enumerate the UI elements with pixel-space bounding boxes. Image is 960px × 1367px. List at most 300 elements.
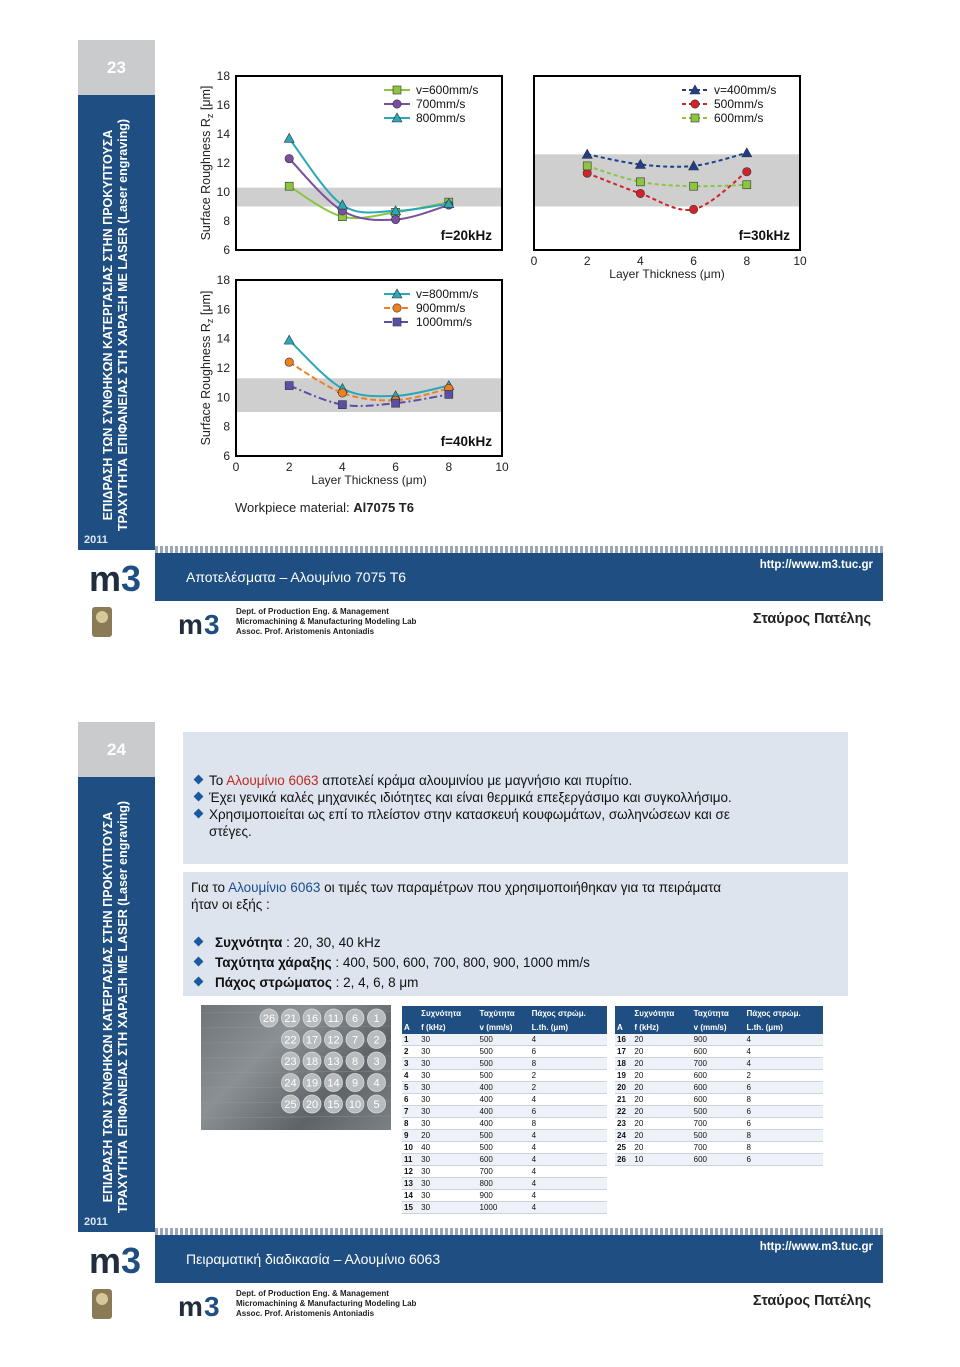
- table-cell: 30: [419, 1106, 477, 1118]
- table-cell: 6: [745, 1154, 823, 1166]
- footer-bar: [78, 553, 883, 601]
- data-point: [392, 399, 400, 407]
- svg-text:3: 3: [204, 609, 220, 637]
- data-point: [636, 178, 644, 186]
- table-cell: 500: [478, 1058, 530, 1070]
- table-cell: 26: [615, 1154, 632, 1166]
- chart-panel: [199, 69, 502, 257]
- roughness-band: [535, 154, 799, 206]
- table-cell: 20: [632, 1106, 691, 1118]
- y-tick-label: 10: [216, 185, 230, 199]
- table-cell: 12: [402, 1166, 419, 1178]
- table-row: [615, 1130, 823, 1142]
- bottom-bar: [78, 1283, 883, 1326]
- table-row: [615, 1070, 823, 1082]
- table-cell: 19: [615, 1070, 632, 1082]
- x-tick-label: 10: [793, 254, 807, 268]
- table-cell: 700: [692, 1142, 745, 1154]
- specimen-number: 19: [305, 1077, 319, 1090]
- table-header: f (kHz): [632, 1020, 691, 1034]
- footer-title: Πειραματική διαδικασία – Αλουμίνιο 6063: [186, 1251, 441, 1267]
- table-cell: 9: [402, 1130, 419, 1142]
- y-tick-label: 6: [223, 243, 230, 257]
- svg-text:m: m: [178, 1291, 203, 1319]
- specimen-number: 2: [373, 1034, 380, 1047]
- roughness-figure: [176, 60, 816, 500]
- chart-panel: [199, 273, 509, 487]
- lab-credit: m 3 Dept. of Production Eng. & Management Micromachining & Manufacturing Modeling Lab Assoc. Prof. Aristomenis Antoniadis: [178, 607, 416, 637]
- bullet-uses: Χρησιμοποιείται ως επί το πλείστον στην κατασκευή κουφωμάτων, σωληνώσεων και σε στέγες.: [209, 807, 730, 839]
- table-cell: 900: [478, 1190, 530, 1202]
- year-label: 2011: [84, 534, 108, 546]
- table-cell: 30: [419, 1094, 477, 1106]
- legend-label: 500mm/s: [714, 97, 764, 111]
- university-emblem-icon: [86, 603, 118, 641]
- table-cell: 2: [402, 1046, 419, 1058]
- legend-marker: [691, 100, 699, 108]
- table-cell: 5: [402, 1082, 419, 1094]
- x-tick-label: 0: [232, 460, 240, 474]
- legend-label: 1000mm/s: [416, 315, 473, 329]
- y-tick-label: 18: [216, 273, 230, 287]
- specimen-number: 23: [284, 1056, 297, 1068]
- table-cell: 24: [615, 1130, 632, 1142]
- table-row: [615, 1058, 823, 1070]
- specimen-number: 12: [327, 1034, 340, 1047]
- table-cell: 1: [402, 1034, 419, 1046]
- table-cell: 3: [402, 1058, 419, 1070]
- table-cell: 500: [478, 1034, 530, 1046]
- table-cell: 700: [692, 1058, 745, 1070]
- table-row: [402, 1118, 607, 1130]
- table-cell: 20: [632, 1142, 691, 1154]
- table-cell: 4: [402, 1070, 419, 1082]
- table-cell: 20: [632, 1046, 691, 1058]
- table-row: [615, 1094, 823, 1106]
- legend-label: v=800mm/s: [416, 287, 479, 301]
- param-speed: Ταχύτητα χάραξης : 400, 500, 600, 700, 800, 900, 1000 mm/s: [215, 955, 590, 970]
- frequency-label: f=30kHz: [738, 228, 790, 243]
- specimen-number: 16: [305, 1013, 319, 1025]
- table-cell: 700: [692, 1118, 745, 1130]
- specimen-number: 26: [262, 1013, 276, 1025]
- specimen-number: 17: [305, 1034, 319, 1047]
- table-row: [402, 1190, 607, 1202]
- table-cell: 4: [745, 1034, 823, 1046]
- experiments-table-1: [402, 1006, 607, 1214]
- bullet-diamond-icon: [194, 775, 204, 785]
- table-header: Ταχύτητα: [478, 1006, 530, 1020]
- footer-bar: [78, 1235, 883, 1283]
- author-name: Σταύρος Πατέλης: [752, 1293, 871, 1309]
- table-header: Ταχύτητα: [692, 1006, 745, 1020]
- specimen-number: 22: [284, 1034, 297, 1047]
- table-cell: 600: [692, 1046, 745, 1058]
- y-tick-label: 18: [216, 69, 230, 83]
- table-header: Πάχος στρώμ.: [530, 1006, 607, 1020]
- table-cell: 4: [530, 1202, 607, 1214]
- svg-text:3: 3: [120, 1240, 141, 1279]
- surface-scratch: [201, 1071, 391, 1073]
- specimen-number: 21: [284, 1013, 297, 1025]
- y-tick-label: 10: [216, 390, 230, 405]
- table-cell: 6: [530, 1106, 607, 1118]
- table-cell: 21: [615, 1094, 632, 1106]
- table-cell: 8: [530, 1058, 607, 1070]
- data-point: [391, 215, 399, 223]
- table-row: [615, 1082, 823, 1094]
- table-cell: 40: [419, 1142, 477, 1154]
- table-cell: 30: [419, 1166, 477, 1178]
- table-cell: 500: [478, 1070, 530, 1082]
- specimen-number: 4: [373, 1077, 380, 1090]
- m3-small-logo: [178, 607, 230, 637]
- slide-23: [78, 40, 883, 644]
- table-cell: 30: [419, 1154, 477, 1166]
- table-cell: 10: [632, 1154, 691, 1166]
- bullet-alloy: Το Αλουμίνιο 6063 αποτελεί κράμα αλουμινίου με μαγνήσιο και πυρίτιο.: [209, 773, 633, 788]
- y-axis-label: Surface Roughness $R_z$ [μm]: [199, 290, 215, 446]
- specimen-number: 5: [373, 1099, 380, 1111]
- divider-stripes: [155, 1228, 883, 1235]
- roughness-band: [237, 188, 501, 207]
- table-cell: 600: [692, 1154, 745, 1166]
- table-cell: 16: [615, 1034, 632, 1046]
- table-cell: 20: [419, 1130, 477, 1142]
- table-cell: 22: [615, 1106, 632, 1118]
- intro-box: [183, 732, 848, 864]
- table-row: [615, 1106, 823, 1118]
- table-cell: 14: [402, 1190, 419, 1202]
- data-point: [583, 169, 591, 177]
- table-row: [402, 1154, 607, 1166]
- table-cell: 500: [692, 1106, 745, 1118]
- svg-text:3: 3: [204, 1291, 220, 1319]
- table-header: f (kHz): [419, 1020, 477, 1034]
- data-point: [583, 162, 591, 170]
- bullet-properties: Έχει γενικά καλές μηχανικές ιδιότητες και είναι θερμικά επεξεργάσιμο και συγκολλήσιμο.: [209, 790, 732, 805]
- year-label: 2011: [84, 1216, 108, 1228]
- bullet-diamond-icon: [194, 957, 204, 967]
- legend-marker: [393, 304, 401, 312]
- table-cell: 25: [615, 1142, 632, 1154]
- sidebar-title: ΕΠΙΔΡΑΣΗ ΤΩΝ ΣΥΝΘΗΚΩΝ ΚΑΤΕΡΓΑΣΙΑΣ ΣΤΗΝ ΠΡΟΚΥΠΤΟΥΣΑ ΤΡΑΧΥΤΗΤΑ ΕΠΙΦΑΝΕΙΑΣ ΣΤΗ ΧΑΡΑΞΗ ΜΕ LASER (Laser engraving): [101, 800, 130, 1214]
- data-point: [690, 182, 698, 190]
- table-cell: 17: [615, 1046, 632, 1058]
- table-row: [402, 1178, 607, 1190]
- parameters-intro: Για το Αλουμίνιο 6063 οι τιμές των παραμέτρων που χρησιμοποιήθηκαν για τα πειράματα ήταν οι εξής :: [191, 880, 722, 912]
- specimen-number: 8: [351, 1056, 359, 1068]
- table-cell: 400: [478, 1094, 530, 1106]
- bullet-diamond-icon: [194, 809, 204, 819]
- table-cell: 20: [615, 1082, 632, 1094]
- table-header: L.th. (μm): [530, 1020, 607, 1034]
- x-tick-label: 0: [530, 254, 538, 268]
- table-cell: 20: [632, 1094, 691, 1106]
- table-cell: 500: [478, 1046, 530, 1058]
- table-header: L.th. (μm): [745, 1020, 823, 1034]
- y-axis-label: Surface Roughness $R_z$ [μm]: [199, 85, 215, 241]
- param-frequency: Συχνότητα : 20, 30, 40 kHz: [215, 935, 381, 950]
- y-tick-label: 16: [216, 302, 230, 317]
- y-tick-label: 8: [223, 214, 230, 228]
- table-cell: 30: [419, 1058, 477, 1070]
- data-point: [285, 182, 293, 190]
- m3-logo: [78, 1235, 155, 1283]
- table-cell: 4: [530, 1190, 607, 1202]
- table-header: A: [615, 1020, 632, 1034]
- x-tick-label: 8: [743, 254, 751, 268]
- table-cell: 900: [692, 1034, 745, 1046]
- table-cell: 8: [745, 1142, 823, 1154]
- table-cell: 13: [402, 1178, 419, 1190]
- table-cell: 4: [530, 1130, 607, 1142]
- table-cell: 700: [478, 1166, 530, 1178]
- divider-stripes: [155, 546, 883, 553]
- table-row: [615, 1142, 823, 1154]
- table-cell: 20: [632, 1058, 691, 1070]
- table-cell: 6: [402, 1094, 419, 1106]
- table-cell: 23: [615, 1118, 632, 1130]
- specimen-number: 15: [327, 1099, 340, 1111]
- specimen-number: 10: [348, 1099, 362, 1111]
- table-row: [402, 1166, 607, 1178]
- table-cell: 600: [692, 1094, 745, 1106]
- data-point: [743, 168, 751, 176]
- legend-marker: [393, 86, 401, 94]
- x-tick-label: 2: [583, 254, 591, 268]
- table-cell: 30: [419, 1034, 477, 1046]
- legend-label: 800mm/s: [416, 111, 466, 125]
- table-cell: 4: [530, 1166, 607, 1178]
- frequency-label: f=40kHz: [440, 434, 492, 449]
- page-number: 23: [78, 40, 155, 95]
- table-cell: 15: [402, 1202, 419, 1214]
- table-cell: 500: [692, 1130, 745, 1142]
- page-number: 24: [78, 722, 155, 777]
- frequency-label: f=20kHz: [440, 228, 492, 243]
- table-cell: 400: [478, 1118, 530, 1130]
- specimen-number: 14: [327, 1077, 340, 1090]
- table-cell: 20: [632, 1034, 691, 1046]
- y-tick-label: 8: [223, 419, 230, 434]
- specimen-photo: [201, 1005, 391, 1130]
- y-tick-label: 16: [216, 98, 230, 112]
- specimen-number: 6: [351, 1013, 359, 1025]
- table-cell: 11: [402, 1154, 419, 1166]
- x-axis-label: Layer Thickness (μm): [311, 473, 427, 487]
- bullet-diamond-icon: [194, 792, 204, 802]
- sidebar: [78, 777, 155, 1232]
- table-cell: 4: [745, 1058, 823, 1070]
- footer-title: Αποτελέσματα – Αλουμίνιο 7075 Τ6: [186, 569, 407, 585]
- specimen-number: 1: [373, 1013, 380, 1025]
- parameters-box: [183, 872, 848, 996]
- bullet-diamond-icon: [194, 937, 204, 947]
- legend-label: v=600mm/s: [416, 83, 479, 97]
- site-url[interactable]: http://www.m3.tuc.gr: [759, 1241, 873, 1253]
- table-cell: 600: [692, 1082, 745, 1094]
- table-cell: 20: [632, 1082, 691, 1094]
- table-cell: 600: [478, 1154, 530, 1166]
- table-cell: 6: [745, 1082, 823, 1094]
- sidebar-title: ΕΠΙΔΡΑΣΗ ΤΩΝ ΣΥΝΘΗΚΩΝ ΚΑΤΕΡΓΑΣΙΑΣ ΣΤΗΝ ΠΡΟΚΥΠΤΟΥΣΑ ΤΡΑΧΥΤΗΤΑ ΕΠΙΦΑΝΕΙΑΣ ΣΤΗ ΧΑΡΑΞΗ ΜΕ LASER (Laser engraving): [101, 118, 130, 532]
- legend-label: 900mm/s: [416, 301, 466, 315]
- table-row: [615, 1118, 823, 1130]
- site-url[interactable]: http://www.m3.tuc.gr: [759, 559, 873, 571]
- sidebar: [78, 95, 155, 550]
- specimen-number: 7: [351, 1034, 359, 1047]
- table-cell: 18: [615, 1058, 632, 1070]
- table-header: [615, 1006, 632, 1020]
- table-cell: 500: [478, 1142, 530, 1154]
- table-row: [402, 1130, 607, 1142]
- table-header: v (mm/s): [692, 1020, 745, 1034]
- table-cell: 4: [530, 1034, 607, 1046]
- table-header: Συχνότητα: [632, 1006, 691, 1020]
- table-cell: 8: [402, 1118, 419, 1130]
- table-cell: 30: [419, 1190, 477, 1202]
- table-cell: 30: [419, 1082, 477, 1094]
- data-point: [445, 390, 453, 398]
- table-cell: 4: [530, 1142, 607, 1154]
- y-tick-label: 12: [216, 361, 230, 375]
- table-cell: 400: [478, 1106, 530, 1118]
- data-point: [285, 382, 293, 390]
- legend-label: v=400mm/s: [714, 83, 777, 97]
- table-header: [402, 1006, 419, 1020]
- data-point: [689, 205, 697, 213]
- university-emblem-icon: [86, 1285, 118, 1323]
- table-row: [402, 1070, 607, 1082]
- table-row: [402, 1142, 607, 1154]
- table-cell: 30: [419, 1202, 477, 1214]
- m3-logo: [78, 553, 155, 601]
- data-point: [338, 401, 346, 409]
- table-cell: 30: [419, 1118, 477, 1130]
- table-row: [402, 1034, 607, 1046]
- x-tick-label: 6: [690, 254, 697, 268]
- table-cell: 2: [745, 1070, 823, 1082]
- table-cell: 20: [632, 1130, 691, 1142]
- table-cell: 4: [530, 1094, 607, 1106]
- bottom-bar: [78, 601, 883, 644]
- table-row: [615, 1046, 823, 1058]
- legend-marker: [691, 114, 699, 122]
- svg-text:3: 3: [120, 558, 141, 597]
- table-row: [402, 1046, 607, 1058]
- table-cell: 6: [745, 1118, 823, 1130]
- data-point: [285, 154, 293, 162]
- legend-label: 700mm/s: [416, 97, 466, 111]
- specimen-number: 20: [305, 1099, 319, 1111]
- table-cell: 2: [530, 1082, 607, 1094]
- table-row: [615, 1034, 823, 1046]
- table-row: [402, 1106, 607, 1118]
- x-tick-label: 6: [392, 460, 399, 474]
- table-row: [402, 1082, 607, 1094]
- table-cell: 6: [745, 1106, 823, 1118]
- table-cell: 8: [745, 1094, 823, 1106]
- x-tick-label: 10: [495, 460, 509, 474]
- table-cell: 400: [478, 1082, 530, 1094]
- table-row: [615, 1154, 823, 1166]
- table-cell: 2: [530, 1070, 607, 1082]
- table-row: [402, 1058, 607, 1070]
- table-row: [402, 1202, 607, 1214]
- specimen-number: 18: [305, 1056, 319, 1068]
- table-header: Συχνότητα: [419, 1006, 477, 1020]
- legend-label: 600mm/s: [714, 111, 764, 125]
- param-thickness: Πάχος στρώματος : 2, 4, 6, 8 μm: [215, 975, 419, 990]
- specimen-number: 25: [284, 1099, 297, 1111]
- slide-24: [78, 722, 883, 1326]
- data-point: [636, 189, 644, 197]
- table-cell: 30: [419, 1070, 477, 1082]
- data-point: [285, 358, 293, 366]
- data-point: [338, 389, 346, 397]
- table-cell: 30: [419, 1178, 477, 1190]
- legend-marker: [393, 318, 401, 326]
- table-cell: 4: [530, 1178, 607, 1190]
- table-cell: 4: [745, 1046, 823, 1058]
- surface-scratch: [201, 1116, 391, 1118]
- y-tick-label: 14: [216, 127, 230, 141]
- x-tick-label: 2: [285, 460, 293, 474]
- specimen-number: 13: [327, 1056, 340, 1068]
- svg-text:m: m: [88, 1240, 121, 1279]
- table-cell: 7: [402, 1106, 419, 1118]
- table-cell: 4: [530, 1154, 607, 1166]
- table-cell: 20: [632, 1118, 691, 1130]
- table-cell: 500: [478, 1130, 530, 1142]
- m3-small-logo: [178, 1289, 230, 1319]
- table-row: [402, 1094, 607, 1106]
- chart-panel: [531, 76, 807, 281]
- table-cell: 600: [692, 1070, 745, 1082]
- svg-text:m: m: [88, 558, 121, 597]
- table-cell: 6: [530, 1046, 607, 1058]
- table-cell: 800: [478, 1178, 530, 1190]
- legend-marker: [393, 100, 401, 108]
- y-tick-label: 12: [216, 156, 230, 170]
- lab-credit: m 3 Dept. of Production Eng. & Management Micromachining & Manufacturing Modeling Lab Assoc. Prof. Aristomenis Antoniadis: [178, 1289, 416, 1319]
- table-cell: 1000: [478, 1202, 530, 1214]
- table-cell: 30: [419, 1046, 477, 1058]
- x-tick-label: 4: [339, 460, 346, 474]
- table-header: Πάχος στρώμ.: [745, 1006, 823, 1020]
- x-tick-label: 4: [637, 254, 644, 268]
- table-header: v (mm/s): [478, 1020, 530, 1034]
- workpiece-material: Workpiece material: Al7075 T6: [235, 500, 414, 515]
- specimen-grid: [201, 1005, 391, 1130]
- y-tick-label: 14: [216, 331, 230, 346]
- table-cell: 10: [402, 1142, 419, 1154]
- table-cell: 8: [745, 1130, 823, 1142]
- author-name: Σταύρος Πατέλης: [752, 611, 871, 627]
- experiments-table-2: [615, 1006, 823, 1166]
- x-axis-label: Layer Thickness (μm): [609, 267, 725, 281]
- specimen-number: 24: [284, 1077, 297, 1090]
- table-cell: 8: [530, 1118, 607, 1130]
- x-tick-label: 8: [445, 460, 453, 474]
- table-cell: 20: [632, 1070, 691, 1082]
- specimen-number: 3: [373, 1056, 380, 1068]
- table-header: A: [402, 1020, 419, 1034]
- bullet-diamond-icon: [194, 977, 204, 987]
- surface-scratch: [201, 1026, 391, 1028]
- y-tick-label: 6: [223, 449, 230, 463]
